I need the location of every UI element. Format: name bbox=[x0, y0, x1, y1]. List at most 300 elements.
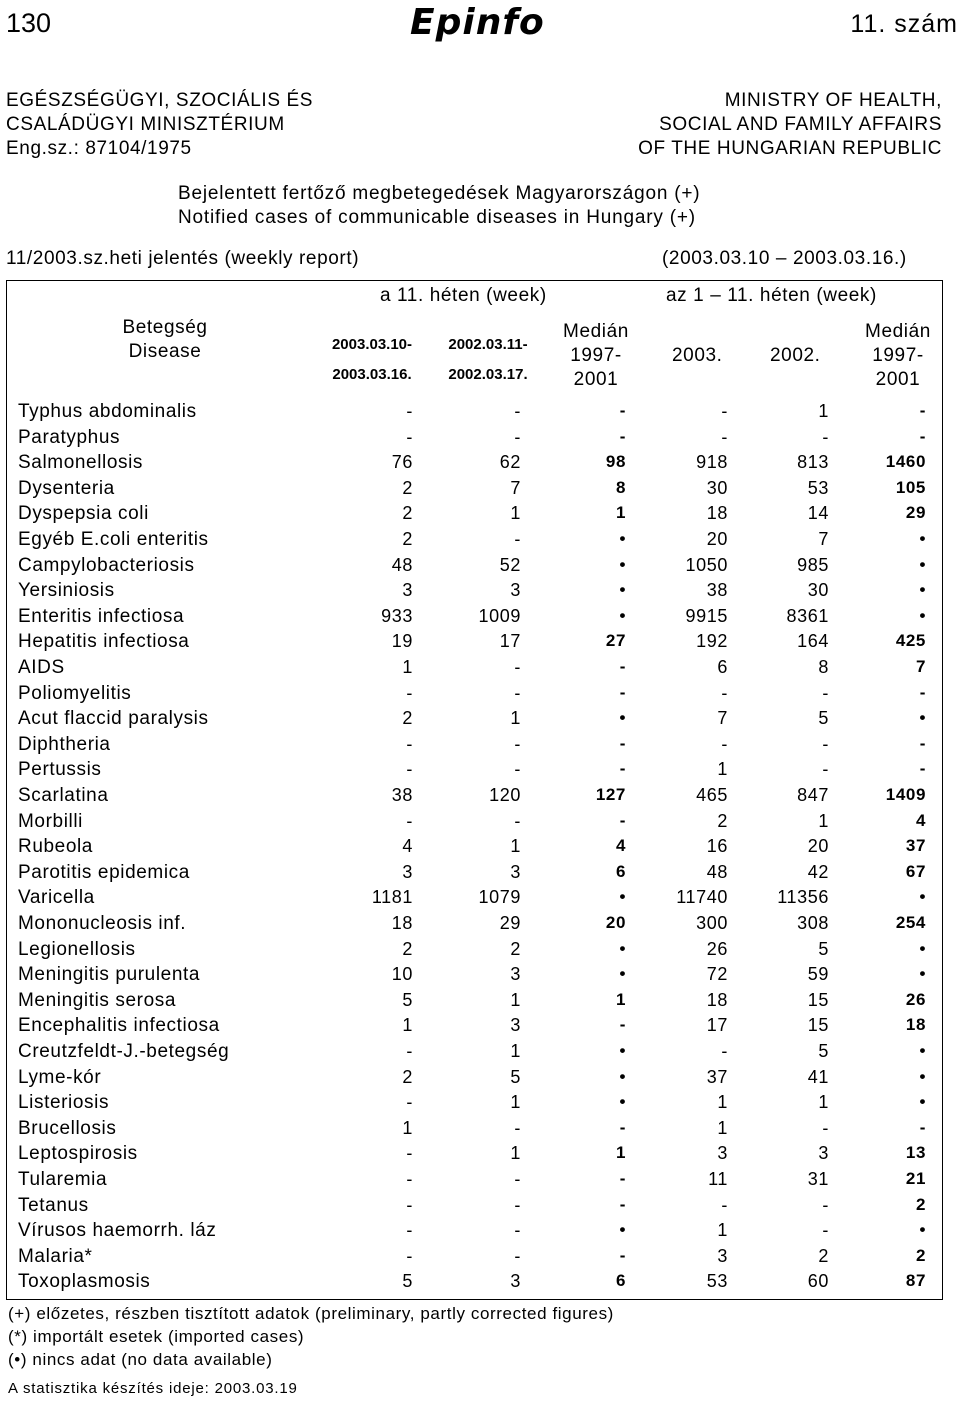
table-cell: • bbox=[919, 554, 926, 574]
table-cell: - bbox=[514, 682, 521, 703]
table-row bbox=[18, 1092, 938, 1118]
median-a-line2: 1997- bbox=[570, 345, 622, 366]
table-row bbox=[18, 657, 938, 683]
table-cell: 2 bbox=[717, 810, 728, 831]
table-cell: 30 bbox=[706, 477, 728, 498]
col-week-2002-line1: 2002.03.11- bbox=[448, 336, 528, 353]
table-cell: - bbox=[406, 682, 413, 703]
table-cell: 1 bbox=[510, 1041, 521, 1061]
table-cell: 4 bbox=[915, 810, 926, 830]
table-cell: 192 bbox=[696, 631, 728, 652]
table-cell: 20 bbox=[605, 913, 626, 932]
disease-name: Acut flaccid paralysis bbox=[18, 708, 209, 730]
table-row bbox=[18, 1271, 938, 1297]
table-cell: • bbox=[919, 1092, 926, 1112]
table-cell: 1 bbox=[402, 1015, 413, 1036]
table-cell: • bbox=[619, 529, 626, 548]
table-cell: 8 bbox=[818, 657, 829, 677]
ministry-en-line2: SOCIAL AND FAMILY AFFAIRS bbox=[659, 114, 942, 135]
table-cell: 1 bbox=[510, 1092, 521, 1113]
table-cell: 15 bbox=[807, 1015, 829, 1036]
title-english: Notified cases of communicable diseases in Hungary (+) bbox=[178, 207, 696, 228]
table-cell: • bbox=[919, 964, 926, 984]
table-cell: 38 bbox=[391, 785, 413, 805]
median-b-line3: 2001 bbox=[875, 369, 921, 390]
table-cell: - bbox=[721, 401, 728, 421]
table-cell: 3 bbox=[510, 964, 521, 985]
table-cell: 18 bbox=[706, 989, 728, 1010]
table-cell: - bbox=[919, 682, 926, 702]
disease-name: Tetanus bbox=[18, 1194, 89, 1216]
col-week-2003-line1: 2003.03.10- bbox=[331, 336, 413, 353]
table-cell: 1 bbox=[818, 401, 829, 421]
table-cell: - bbox=[406, 1041, 413, 1061]
table-cell: 87 bbox=[905, 1271, 926, 1291]
table-cell: 1 bbox=[615, 503, 626, 523]
table-cell: 2 bbox=[402, 938, 413, 959]
table-cell: 62 bbox=[499, 452, 521, 473]
table-cell: 465 bbox=[696, 785, 728, 805]
table-row bbox=[18, 1195, 938, 1221]
table-cell: 985 bbox=[797, 554, 829, 575]
table-cell: - bbox=[919, 1117, 926, 1137]
table-cell: 20 bbox=[706, 529, 728, 549]
table-cell: - bbox=[406, 759, 413, 780]
table-cell: - bbox=[406, 1143, 413, 1164]
table-row bbox=[18, 1246, 938, 1272]
disease-name: Toxoplasmosis bbox=[18, 1271, 151, 1293]
table-cell: 29 bbox=[905, 503, 926, 523]
table-cell: - bbox=[619, 401, 626, 420]
footnote-imported: (*) importált esetek (imported cases) bbox=[8, 1327, 305, 1346]
disease-name: Dysenteria bbox=[18, 477, 115, 499]
table-cell: 2 bbox=[402, 477, 413, 498]
table-cell: 27 bbox=[605, 631, 626, 651]
table-cell: 164 bbox=[797, 631, 829, 652]
table-row bbox=[18, 964, 938, 990]
table-cell: - bbox=[514, 1169, 521, 1189]
table-cell: 1 bbox=[818, 1092, 829, 1113]
page-number: 130 bbox=[6, 8, 52, 38]
table-cell: - bbox=[721, 426, 728, 447]
table-cell: • bbox=[619, 605, 626, 625]
table-row bbox=[18, 683, 938, 709]
table-cell: - bbox=[919, 401, 926, 420]
table-cell: - bbox=[514, 733, 521, 754]
median-a-line1: Medián bbox=[563, 321, 629, 342]
table-cell: - bbox=[514, 1117, 521, 1138]
table-cell: 5 bbox=[402, 1271, 413, 1292]
table-cell: 1 bbox=[402, 1117, 413, 1138]
report-title bbox=[178, 182, 700, 230]
table-cell: 29 bbox=[499, 913, 521, 933]
disease-name: Salmonellosis bbox=[18, 452, 144, 474]
table-cell: 31 bbox=[807, 1169, 829, 1189]
disease-name: Brucellosis bbox=[18, 1117, 117, 1139]
table-row bbox=[18, 478, 938, 504]
disease-name: Varicella bbox=[18, 887, 95, 909]
table-cell: - bbox=[721, 1194, 728, 1215]
table-cell: 5 bbox=[818, 708, 829, 729]
table-cell: 37 bbox=[706, 1066, 728, 1087]
table-cell: - bbox=[406, 1194, 413, 1215]
table-cell: 425 bbox=[895, 631, 926, 651]
table-cell: 5 bbox=[402, 989, 413, 1010]
table-cell: 2 bbox=[402, 708, 413, 729]
table-cell: 6 bbox=[615, 1271, 626, 1291]
table-cell: - bbox=[822, 426, 829, 447]
table-cell: - bbox=[721, 1041, 728, 1061]
table-cell: - bbox=[514, 759, 521, 780]
table-cell: • bbox=[619, 554, 626, 574]
table-cell: 254 bbox=[895, 913, 926, 932]
table-cell: 4 bbox=[615, 836, 626, 856]
table-cell: 3 bbox=[717, 1245, 728, 1266]
table-cell: 2 bbox=[915, 1245, 926, 1265]
footnotes bbox=[8, 1302, 614, 1371]
table-cell: 76 bbox=[391, 452, 413, 473]
disease-column-header bbox=[90, 316, 240, 364]
table-cell: - bbox=[919, 733, 926, 753]
table-cell: 53 bbox=[706, 1271, 728, 1292]
table-cell: 1 bbox=[717, 759, 728, 780]
table-cell: 1 bbox=[818, 810, 829, 831]
disease-name: Encephalitis infectiosa bbox=[18, 1015, 220, 1037]
table-cell: 13 bbox=[905, 1143, 926, 1163]
table-row bbox=[18, 555, 938, 581]
table-row bbox=[18, 580, 938, 606]
table-cell: - bbox=[619, 733, 626, 753]
table-cell: 2 bbox=[510, 938, 521, 959]
disease-name: Dyspepsia coli bbox=[18, 503, 149, 525]
table-cell: 1 bbox=[615, 1143, 626, 1163]
median-b-line2: 1997- bbox=[872, 345, 924, 366]
ministry-hu-line1: EGÉSZSÉGÜGYI, SZOCIÁLIS ÉS bbox=[6, 90, 314, 111]
table-cell: - bbox=[406, 426, 413, 447]
disease-name: Yersiniosis bbox=[18, 580, 115, 602]
table-cell: • bbox=[919, 1220, 926, 1240]
table-cell: - bbox=[619, 1245, 626, 1265]
disease-header-hu: Betegség bbox=[122, 317, 208, 338]
table-cell: 127 bbox=[595, 785, 626, 804]
table-cell: 1079 bbox=[478, 887, 521, 908]
table-cell: 1 bbox=[402, 657, 413, 677]
table-cell: 1 bbox=[510, 836, 521, 857]
table-cell: 1 bbox=[615, 989, 626, 1009]
table-cell: 53 bbox=[807, 477, 829, 498]
col-header-week-2002 bbox=[432, 330, 544, 390]
table-cell: 1 bbox=[510, 708, 521, 729]
median-b-line1: Medián bbox=[865, 321, 931, 342]
table-cell: - bbox=[514, 657, 521, 677]
issue-number: 11. szám bbox=[850, 10, 958, 38]
col-week-2002-line2: 2002.03.17. bbox=[448, 366, 528, 383]
table-row bbox=[18, 1067, 938, 1093]
table-cell: - bbox=[514, 1220, 521, 1241]
table-row bbox=[18, 452, 938, 478]
table-cell: 3 bbox=[510, 580, 521, 601]
table-cell: 19 bbox=[391, 631, 413, 652]
table-cell: - bbox=[406, 1220, 413, 1241]
table-cell: 30 bbox=[807, 580, 829, 601]
disease-name: Rubeola bbox=[18, 836, 93, 858]
table-cell: • bbox=[919, 529, 926, 548]
report-period: (2003.03.10 – 2003.03.16.) bbox=[662, 248, 907, 269]
table-cell: 3 bbox=[402, 861, 413, 882]
table-cell: 18 bbox=[391, 913, 413, 933]
table-cell: 48 bbox=[706, 861, 728, 882]
disease-name: Lyme-kór bbox=[18, 1066, 102, 1088]
median-a-line3: 2001 bbox=[573, 369, 619, 390]
disease-name: Hepatitis infectiosa bbox=[18, 631, 190, 653]
disease-name: Paratyphus bbox=[18, 426, 121, 448]
disease-header-en: Disease bbox=[128, 341, 202, 362]
table-cell: - bbox=[619, 657, 626, 676]
disease-name: Scarlatina bbox=[18, 785, 109, 806]
table-cell: - bbox=[514, 401, 521, 421]
col-header-median-week bbox=[548, 320, 644, 392]
table-cell: 11356 bbox=[777, 887, 829, 908]
table-row bbox=[18, 503, 938, 529]
group-header-cumulative: az 1 – 11. héten (week) bbox=[666, 285, 877, 306]
disease-name: Tularemia bbox=[18, 1169, 108, 1190]
table-cell: • bbox=[619, 964, 626, 984]
report-label: 11/2003.sz.heti jelentés (weekly report) bbox=[6, 248, 360, 269]
table-cell: 2 bbox=[818, 1245, 829, 1266]
table-cell: 26 bbox=[706, 938, 728, 959]
table-cell: 7 bbox=[510, 477, 521, 498]
table-cell: 300 bbox=[696, 913, 728, 933]
table-cell: - bbox=[822, 682, 829, 703]
table-cell: 8361 bbox=[786, 605, 829, 626]
table-cell: 52 bbox=[499, 554, 521, 575]
table-cell: 98 bbox=[605, 452, 626, 472]
table-cell: 41 bbox=[807, 1066, 829, 1087]
table-cell: • bbox=[919, 708, 926, 728]
table-cell: - bbox=[721, 682, 728, 703]
disease-name: Listeriosis bbox=[18, 1092, 110, 1114]
table-cell: 918 bbox=[696, 452, 728, 473]
table-cell: - bbox=[514, 529, 521, 549]
table-cell: 59 bbox=[807, 964, 829, 985]
disease-name: Malaria* bbox=[18, 1245, 93, 1267]
table-cell: 14 bbox=[807, 503, 829, 524]
title-hungarian: Bejelentett fertőző megbetegedések Magyarországon (+) bbox=[178, 183, 701, 204]
ministry-english bbox=[638, 89, 942, 161]
table-cell: - bbox=[406, 810, 413, 831]
table-row bbox=[18, 1143, 938, 1169]
table-row bbox=[18, 913, 938, 939]
table-cell: 3 bbox=[717, 1143, 728, 1164]
table-cell: • bbox=[919, 580, 926, 600]
table-cell: - bbox=[619, 1194, 626, 1214]
table-cell: 5 bbox=[510, 1066, 521, 1087]
table-cell: • bbox=[619, 1220, 626, 1240]
table-row bbox=[18, 990, 938, 1016]
table-row bbox=[18, 734, 938, 760]
table-cell: • bbox=[619, 1066, 626, 1086]
table-cell: 16 bbox=[706, 836, 728, 857]
table-row bbox=[18, 1220, 938, 1246]
table-cell: 933 bbox=[381, 605, 413, 626]
table-cell: 21 bbox=[905, 1169, 926, 1188]
table-cell: 1 bbox=[510, 989, 521, 1010]
table-cell: 17 bbox=[706, 1015, 728, 1036]
table-cell: 3 bbox=[510, 1271, 521, 1292]
table-cell: 1009 bbox=[478, 605, 521, 626]
statistics-date: A statisztika készítés ideje: 2003.03.19 bbox=[8, 1380, 298, 1397]
table-cell: - bbox=[406, 733, 413, 754]
table-cell: 8 bbox=[615, 477, 626, 497]
table-cell: 7 bbox=[915, 657, 926, 676]
table-cell: 42 bbox=[807, 861, 829, 882]
table-row bbox=[18, 836, 938, 862]
table-cell: 7 bbox=[818, 529, 829, 549]
table-cell: 11740 bbox=[676, 887, 728, 908]
disease-name: Mononucleosis inf. bbox=[18, 913, 187, 934]
table-cell: 5 bbox=[818, 1041, 829, 1061]
disease-name: Legionellosis bbox=[18, 938, 136, 960]
table-row bbox=[18, 1015, 938, 1041]
table-cell: - bbox=[514, 1194, 521, 1215]
table-cell: - bbox=[619, 426, 626, 446]
table-row bbox=[18, 939, 938, 965]
table-cell: • bbox=[919, 605, 926, 625]
disease-name: Poliomyelitis bbox=[18, 682, 132, 704]
disease-name: Meningitis serosa bbox=[18, 989, 177, 1011]
disease-name: Campylobacteriosis bbox=[18, 554, 195, 576]
table-cell: 38 bbox=[706, 580, 728, 601]
col-week-2003-line2: 2003.03.16. bbox=[332, 366, 412, 383]
table-cell: 26 bbox=[905, 989, 926, 1009]
table-cell: 1050 bbox=[685, 554, 728, 575]
col-header-cum-2002: 2002. bbox=[770, 345, 821, 366]
table-cell: 1 bbox=[717, 1117, 728, 1138]
table-cell: - bbox=[619, 759, 626, 779]
table-cell: - bbox=[619, 1015, 626, 1035]
table-cell: 1 bbox=[510, 1143, 521, 1164]
footnote-no-data: (•) nincs adat (no data available) bbox=[8, 1350, 273, 1369]
table-cell: 3 bbox=[402, 580, 413, 601]
table-cell: 67 bbox=[905, 861, 926, 881]
table-row bbox=[18, 1118, 938, 1144]
table-cell: - bbox=[919, 426, 926, 446]
table-cell: - bbox=[822, 1220, 829, 1241]
table-cell: - bbox=[406, 1245, 413, 1266]
ministry-hungarian bbox=[6, 89, 313, 161]
table-cell: 3 bbox=[510, 1015, 521, 1036]
table-cell: 48 bbox=[391, 554, 413, 575]
table-row bbox=[18, 1169, 938, 1195]
table-row bbox=[18, 631, 938, 657]
disease-name: Leptospirosis bbox=[18, 1143, 138, 1165]
disease-name: Vírusos haemorrh. láz bbox=[18, 1220, 217, 1242]
table-cell: • bbox=[619, 580, 626, 600]
table-row bbox=[18, 606, 938, 632]
ministry-en-line1: MINISTRY OF HEALTH, bbox=[724, 90, 942, 111]
disease-name: Diphtheria bbox=[18, 733, 111, 755]
disease-name: AIDS bbox=[18, 657, 65, 678]
table-cell: - bbox=[514, 810, 521, 831]
col-header-median-cumulative bbox=[850, 320, 946, 392]
table-cell: - bbox=[721, 733, 728, 754]
table-cell: - bbox=[514, 1245, 521, 1266]
group-header-week: a 11. héten (week) bbox=[380, 285, 547, 306]
table-cell: 37 bbox=[905, 836, 926, 856]
table-cell: 2 bbox=[915, 1194, 926, 1214]
table-row bbox=[18, 887, 938, 913]
table-cell: - bbox=[514, 426, 521, 447]
table-cell: 6 bbox=[717, 657, 728, 677]
table-cell: 813 bbox=[797, 452, 829, 473]
table-cell: - bbox=[619, 1117, 626, 1137]
table-cell: 1409 bbox=[885, 785, 926, 804]
table-cell: 847 bbox=[797, 785, 829, 805]
table-cell: • bbox=[919, 1041, 926, 1060]
table-cell: - bbox=[406, 401, 413, 421]
table-cell: - bbox=[822, 733, 829, 754]
table-cell: - bbox=[822, 1117, 829, 1138]
disease-name: Enteritis infectiosa bbox=[18, 605, 185, 627]
table-cell: • bbox=[619, 1041, 626, 1060]
table-cell: 17 bbox=[499, 631, 521, 652]
table-cell: 9915 bbox=[685, 605, 728, 626]
table-cell: 3 bbox=[818, 1143, 829, 1164]
table-cell: 20 bbox=[807, 836, 829, 857]
table-row bbox=[18, 708, 938, 734]
table-cell: • bbox=[919, 938, 926, 958]
col-header-cum-2003: 2003. bbox=[672, 345, 723, 366]
table-cell: 105 bbox=[895, 477, 926, 497]
disease-name: Pertussis bbox=[18, 759, 102, 781]
table-row bbox=[18, 401, 938, 427]
table-cell: • bbox=[919, 887, 926, 907]
table-cell: 1 bbox=[717, 1092, 728, 1113]
ministry-en-line3: OF THE HUNGARIAN REPUBLIC bbox=[638, 138, 942, 159]
table-cell: - bbox=[406, 1092, 413, 1113]
table-cell: 4 bbox=[402, 836, 413, 857]
table-row bbox=[18, 1041, 938, 1067]
disease-name: Meningitis purulenta bbox=[18, 964, 201, 986]
table-cell: • bbox=[619, 887, 626, 907]
table-row bbox=[18, 427, 938, 453]
table-cell: • bbox=[919, 1066, 926, 1086]
table-cell: 1 bbox=[717, 1220, 728, 1241]
table-cell: 15 bbox=[807, 989, 829, 1010]
table-cell: 1181 bbox=[371, 887, 413, 908]
table-cell: - bbox=[822, 759, 829, 780]
table-cell: - bbox=[406, 1169, 413, 1189]
table-cell: 2 bbox=[402, 529, 413, 549]
table-cell: 6 bbox=[615, 861, 626, 881]
disease-name: Creutzfeldt-J.-betegség bbox=[18, 1041, 230, 1062]
table-cell: 7 bbox=[717, 708, 728, 729]
brand-logo: Epinfo bbox=[410, 2, 545, 43]
table-cell: 308 bbox=[797, 913, 829, 933]
table-cell: - bbox=[619, 810, 626, 830]
table-cell: 1 bbox=[510, 503, 521, 524]
table-row bbox=[18, 862, 938, 888]
table-cell: 2 bbox=[402, 503, 413, 524]
table-cell: • bbox=[619, 1092, 626, 1112]
disease-name: Morbilli bbox=[18, 810, 83, 832]
table-cell: • bbox=[619, 938, 626, 958]
table-cell: 11 bbox=[708, 1169, 728, 1189]
table-cell: 1460 bbox=[885, 452, 926, 472]
table-row bbox=[18, 529, 938, 555]
table-row bbox=[18, 759, 938, 785]
table-cell: - bbox=[619, 682, 626, 702]
